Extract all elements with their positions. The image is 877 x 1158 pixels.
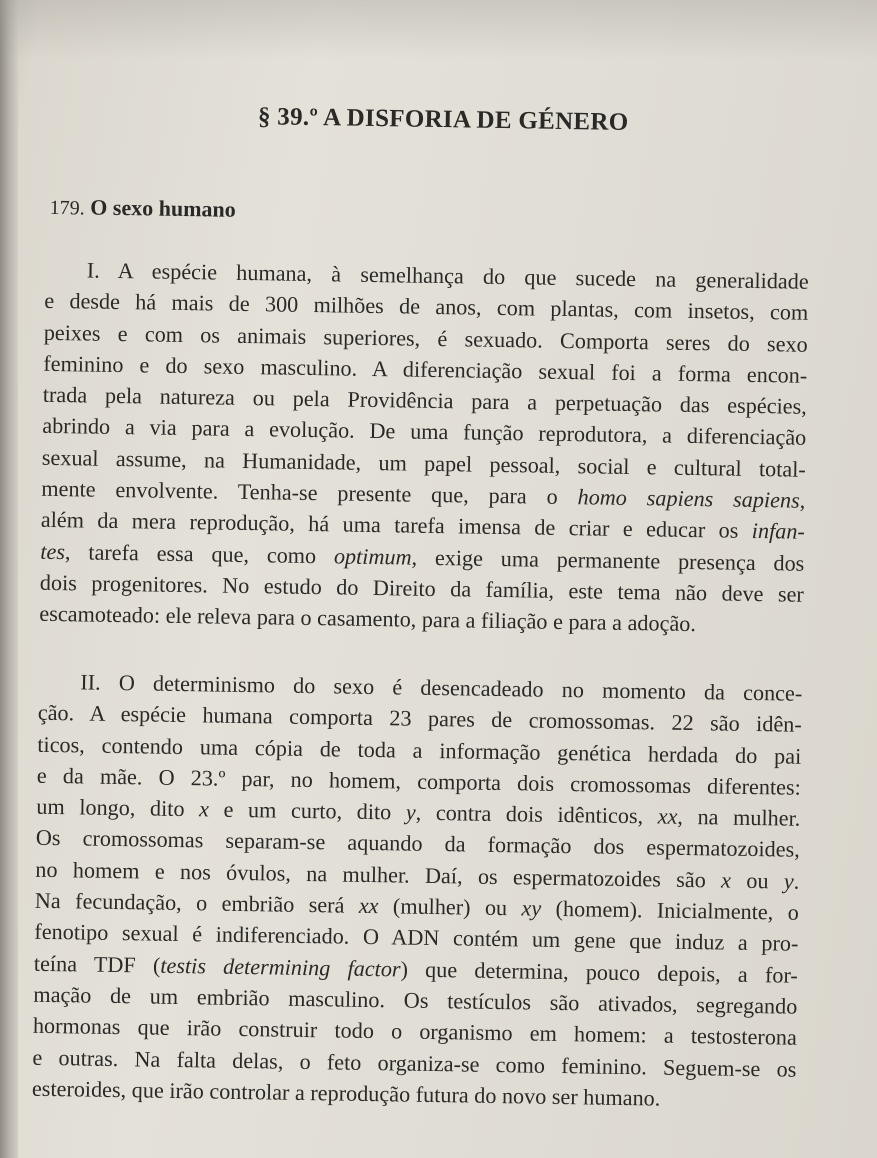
book-page: [27, 0, 845, 1158]
text-segment: (homem). Inicialmente, o: [541, 895, 800, 925]
text-segment: , tarefa essa que, como: [64, 538, 335, 569]
text-segment: e um curto, dito: [208, 796, 407, 825]
text-segment: , na mulher.: [677, 804, 801, 831]
text-segment: fenotipo sexual é indiferenciado. O ADN contém um gene que induz a pro-: [34, 919, 799, 957]
text-segment: II. O determinismo do sexo é desencadeado no momento da conce-: [80, 669, 803, 706]
text-segment: .: [793, 868, 800, 894]
text-segment: ) que determina, pouco depois, a for-: [400, 956, 799, 988]
text-segment: ,: [799, 487, 806, 513]
text-segment: (mulher) ou: [378, 893, 522, 921]
text-segment: no homem e nos óvulos, na mulher. Daí, os espermatozoides são: [35, 856, 722, 893]
text-segment: ou: [730, 867, 785, 894]
subsection-title: O sexo humano: [90, 194, 236, 222]
text-segment: e da mãe. O 23.º par, no homem, comporta dois cromossomas diferentes:: [36, 762, 801, 800]
text-segment: teína TDF (: [33, 950, 161, 978]
text-segment: escamoteado: ele releva para o casamento, para a filiação e para a adoção.: [39, 601, 697, 637]
paragraph-1: [39, 254, 809, 642]
italic-text: y: [405, 799, 416, 825]
book-page-edge: [0, 0, 18, 1158]
text-segment: Na fecundação, o embrião será: [34, 887, 360, 918]
text-segment: , contra dois idênticos,: [415, 799, 658, 829]
italic-text: testis determining factor: [160, 952, 401, 982]
subsection-heading: [50, 194, 236, 223]
italic-text: xx: [358, 892, 379, 919]
text-segment: trada pela natureza ou pela Providência para a perpetuação das espécies,: [42, 381, 807, 419]
text-segment: I. A espécie humana, à semelhança do que sucede na generalidade: [86, 257, 809, 294]
text-segment: hormonas que irão construir todo o organismo em homem: a testosterona: [32, 1012, 798, 1050]
italic-text: y: [783, 868, 794, 894]
text-segment: peixes e com os animais superiores, é sexuado. Comporta seres do sexo: [43, 319, 808, 357]
italic-text: xy: [521, 895, 542, 921]
italic-text: xx: [657, 803, 678, 830]
text-segment: e desde há mais de 300 milhões de anos, com plantas, com insetos, com: [44, 288, 809, 326]
text-segment: um longo, dito: [36, 793, 200, 822]
italic-text: x: [198, 796, 210, 822]
text-segment: , exige uma permanente presença dos: [411, 544, 805, 576]
text-segment: feminino e do sexo masculino. A diferenciação sexual foi a forma encon-: [43, 350, 808, 388]
text-segment: abrindo a via para a evolução. De uma função reprodutora, a diferenciação: [42, 413, 807, 451]
italic-text: optimum: [333, 543, 412, 570]
text-segment: ção. A espécie humana comporta 23 pares de cromossomas. 22 são idên-: [37, 700, 802, 738]
section-title: § 39.º A DISFORIA DE GÉNERO: [257, 103, 629, 136]
text-segment: sexual assume, na Humanidade, um papel pessoal, social e cultural total-: [41, 444, 806, 482]
text-segment: dois progenitores. No estudo do Direito da família, este tema não deve ser: [39, 569, 805, 607]
text-segment: ticos, contendo uma cópia de toda a informação genética herdada do pai: [37, 731, 802, 769]
italic-text: x: [720, 867, 732, 893]
italic-text: tes: [40, 538, 66, 564]
subsection-number: 179.: [49, 196, 85, 220]
text-segment: além da mera reprodução, há uma tarefa imensa de criar e educar os: [40, 507, 752, 544]
paragraph-2: [32, 666, 803, 1116]
text-segment: esteroides, que irão controlar a reprodução futura do novo ser humano.: [31, 1075, 661, 1111]
text-segment: Os cromossomas separam-se aquando da formação dos espermatozoides,: [35, 825, 800, 863]
text-segment: mente envolvente. Tenha-se presente que, para o: [41, 475, 578, 510]
text-segment: e outras. Na falta delas, o feto organiza-se como feminino. Seguem-se os: [32, 1044, 797, 1082]
text-segment: mação de um embrião masculino. Os testículos são ativados, segregando: [33, 981, 798, 1019]
italic-text: homo sapiens sapiens: [577, 484, 800, 513]
italic-text: infan-: [751, 518, 805, 545]
